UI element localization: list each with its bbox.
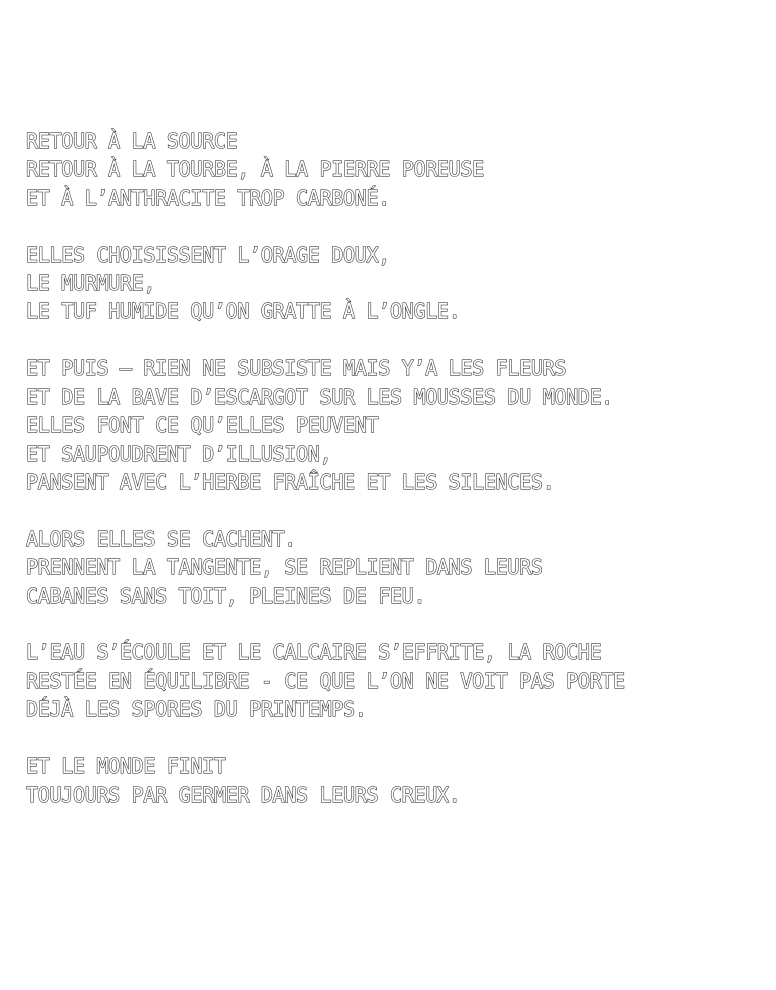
poem-line: RETOUR À LA TOURBE, À LA PIERRE POREUSE xyxy=(26,157,484,182)
poem-line: RESTÉE EN ÉQUILIBRE - CE QUE L’ON NE VOIT PAS PORTE xyxy=(26,668,625,693)
stanza-5 xyxy=(26,638,766,723)
poem-line: ET À L’ANTHRACITE TROP CARBONÉ. xyxy=(26,185,390,210)
stanza-2 xyxy=(26,241,766,326)
poem-page xyxy=(26,127,766,837)
poem-line: RETOUR À LA SOURCE xyxy=(26,129,238,153)
poem-line: ET PUIS — RIEN NE SUBSISTE MAIS Y’A LES FLEURS xyxy=(26,356,567,381)
poem-line: PRENNENT LA TANGENTE, SE REPLIENT DANS LEURS xyxy=(26,555,543,580)
poem-line: ET LE MONDE FINIT xyxy=(26,754,226,779)
stanza-4 xyxy=(26,525,766,610)
poem-line: PANSENT AVEC L’HERBE FRAÎCHE ET LES SILENCES. xyxy=(26,469,555,494)
poem-line: TOUJOURS PAR GERMER DANS LEURS CREUX. xyxy=(26,782,461,807)
stanza-3 xyxy=(26,354,766,496)
poem-line: ELLES FONT CE QU’ELLES PEUVENT xyxy=(26,413,379,438)
stanza-1 xyxy=(26,127,766,212)
stanza-6 xyxy=(26,752,766,809)
poem-line: ALORS ELLES SE CACHENT. xyxy=(26,526,297,551)
poem-line: ELLES CHOISISSENT L’ORAGE DOUX, xyxy=(26,242,390,267)
poem-line: LE MURMURE, xyxy=(26,271,156,296)
poem-line: ET SAUPOUDRENT D’ILLUSION, xyxy=(26,441,332,466)
poem-line: L’EAU S’ÉCOULE ET LE CALCAIRE S’EFFRITE, LA ROCHE xyxy=(26,640,602,665)
poem-line: LE TUF HUMIDE QU’ON GRATTE À L’ONGLE. xyxy=(26,299,461,324)
poem-line: CABANES SANS TOIT, PLEINES DE FEU. xyxy=(26,583,426,608)
poem-line: ET DE LA BAVE D’ESCARGOT SUR LES MOUSSES DU MONDE. xyxy=(26,384,614,409)
poem-line: DÉJÀ LES SPORES DU PRINTEMPS. xyxy=(26,697,367,722)
